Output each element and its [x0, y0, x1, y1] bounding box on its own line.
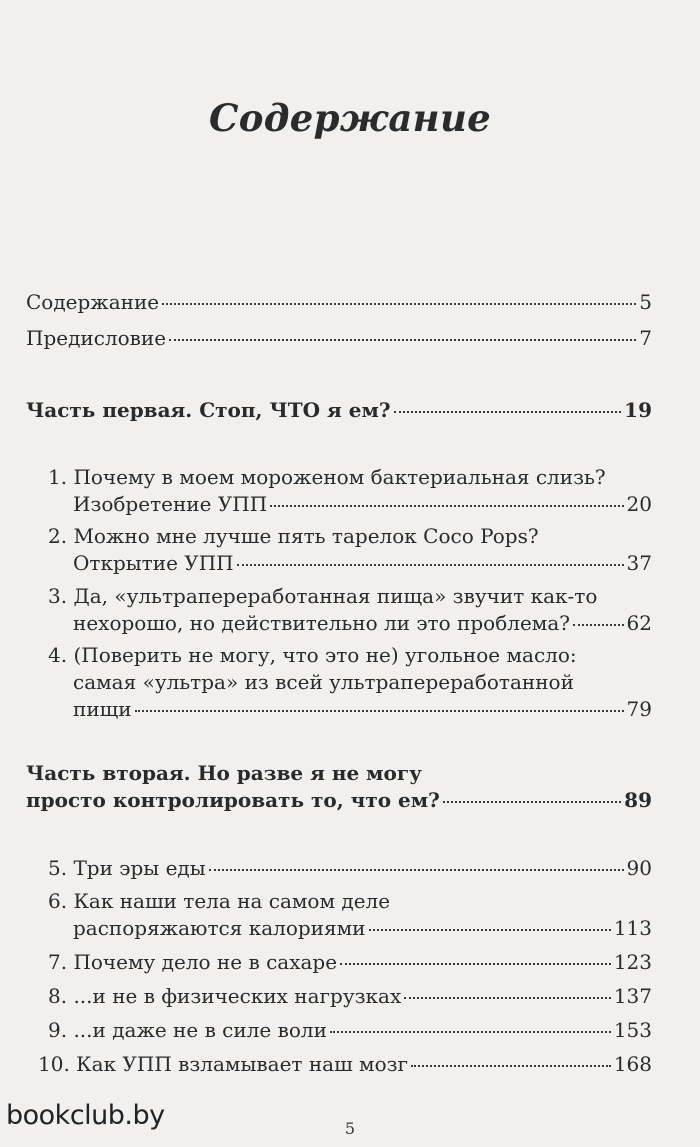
page-title: Содержание: [209, 96, 491, 140]
chapter-title-line: нехорошо, но действительно ли это проблема?: [73, 611, 570, 635]
dot-leader: [135, 710, 624, 712]
dot-leader: [573, 624, 624, 626]
toc-chapter-3[interactable]: [48, 583, 652, 637]
toc-part-one[interactable]: [26, 397, 652, 424]
toc-part-two[interactable]: [26, 760, 652, 814]
dot-leader: [404, 997, 611, 999]
toc-page-number: 89: [624, 788, 652, 812]
toc-chapter-6[interactable]: [48, 888, 652, 942]
toc-page-number: 20: [626, 492, 652, 516]
toc-entry-label: Содержание: [26, 290, 160, 314]
toc-entry-contents[interactable]: [26, 289, 652, 316]
toc-chapter-5[interactable]: [48, 855, 652, 882]
chapter-number: 2.: [48, 524, 68, 548]
toc-page-number: 90: [626, 856, 652, 880]
chapter-title-line: Можно мне лучше пять тарелок Coco Pops?: [73, 524, 539, 548]
chapter-number: 5.: [48, 856, 68, 880]
chapter-number: 1.: [48, 465, 68, 489]
chapter-title-line: Как наши тела на самом деле: [73, 889, 391, 913]
chapter-title-line: ...и даже не в силе воли: [73, 1018, 327, 1042]
dot-leader: [443, 801, 621, 803]
chapter-number: 7.: [48, 950, 68, 974]
chapter-title-line: Открытие УПП: [73, 551, 234, 575]
dot-leader: [237, 564, 624, 566]
chapter-title-line: распоряжаются калориями: [73, 916, 366, 940]
chapter-title-line: (Поверить не могу, что это не) угольное масло:: [73, 643, 577, 667]
chapter-title-line: Почему в моем мороженом бактериальная слизь?: [73, 465, 606, 489]
toc-chapter-4[interactable]: [48, 642, 652, 723]
chapter-title-line: пищи: [73, 697, 132, 721]
folio-page-number: 5: [344, 1119, 356, 1138]
toc-page-number: 79: [626, 697, 652, 721]
toc-page-number: 37: [626, 551, 652, 575]
toc-page-number: 19: [624, 398, 652, 422]
chapter-number: 6.: [48, 889, 68, 913]
toc-page-number: 62: [626, 611, 652, 635]
toc-chapter-10[interactable]: [38, 1051, 652, 1078]
toc-entry-label: Часть первая. Стоп, ЧТО я ем?: [26, 398, 391, 422]
toc-entry-label: Часть вторая. Но разве я не могу: [26, 761, 422, 785]
toc-entry-preface[interactable]: [26, 325, 652, 352]
toc-chapter-2[interactable]: [48, 523, 652, 577]
toc-page-number: 5: [639, 290, 652, 314]
dot-leader: [169, 339, 636, 341]
dot-leader: [330, 1031, 611, 1033]
toc-chapter-8[interactable]: [48, 983, 652, 1010]
toc-chapter-1[interactable]: [48, 464, 652, 518]
toc-chapter-9[interactable]: [48, 1017, 652, 1044]
toc-page-number: 123: [613, 950, 652, 974]
dot-leader: [369, 929, 611, 931]
site-watermark: bookclub.by: [6, 1100, 165, 1131]
dot-leader: [411, 1065, 611, 1067]
chapter-title-line: самая «ультра» из всей ультрапереработанной: [73, 670, 574, 694]
chapter-title-line: Изобретение УПП: [73, 492, 268, 516]
toc-entry-label: просто контролировать то, что ем?: [26, 788, 440, 812]
chapter-number: 4.: [48, 643, 68, 667]
dot-leader: [394, 411, 622, 413]
chapter-title-line: Да, «ультрапереработанная пища» звучит как-то: [73, 584, 598, 608]
toc-chapter-7[interactable]: [48, 949, 652, 976]
chapter-title-line: ...и не в физических нагрузках: [73, 984, 402, 1008]
chapter-title-line: Как УПП взламывает наш мозг: [76, 1052, 409, 1076]
chapter-title-line: Три эры еды: [73, 856, 206, 880]
chapter-number: 8.: [48, 984, 68, 1008]
toc-entry-label: Предисловие: [26, 326, 167, 350]
dot-leader: [162, 303, 636, 305]
toc-page-number: 113: [613, 916, 652, 940]
chapter-number: 9.: [48, 1018, 68, 1042]
toc-page-number: 168: [613, 1052, 652, 1076]
dot-leader: [209, 869, 624, 871]
chapter-number: 10.: [38, 1052, 70, 1076]
toc-page-number: 153: [613, 1018, 652, 1042]
toc-page-number: 7: [639, 326, 652, 350]
dot-leader: [270, 505, 623, 507]
toc-page-number: 137: [613, 984, 652, 1008]
chapter-number: 3.: [48, 584, 68, 608]
dot-leader: [340, 963, 611, 965]
chapter-title-line: Почему дело не в сахаре: [73, 950, 338, 974]
